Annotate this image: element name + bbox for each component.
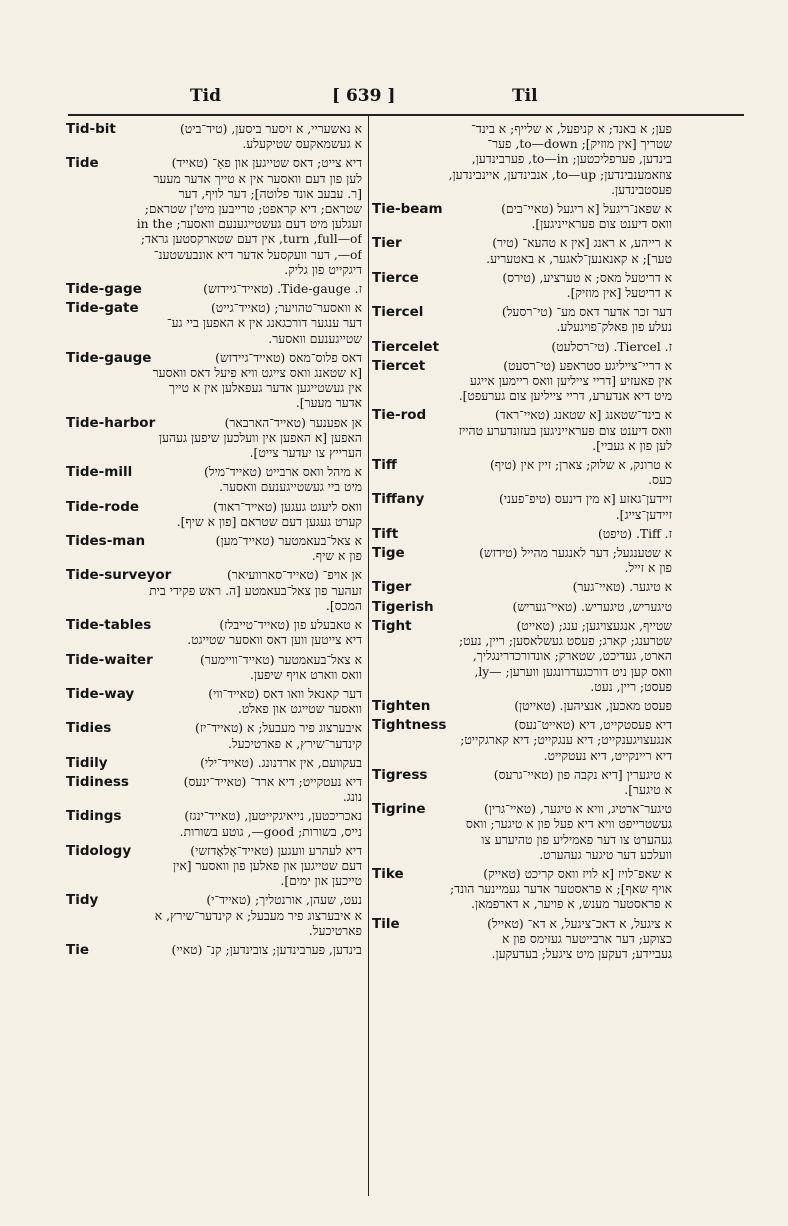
definition-line: דיא פעסטקייט, דיא (טאייט־נעס) [514,718,672,733]
dictionary-entry [372,867,672,913]
definition-line: א טרונק, א שלוק; צארן; זיין אין (טיף) [489,458,672,473]
definition-line: דיא צייטען ווען דאס וואסער שטייגט. [187,633,362,648]
headword: Tide-gate [66,300,139,317]
definition-line: בעקוועם, אין ארדנונג. (טאייד־ילי) [200,755,362,770]
definition-line: א שפאנ־ריגעל [א ריגעל (טאיי־בים) [501,202,672,217]
headword: Tile [372,915,400,932]
definition-line: פארטיכעל. [308,923,362,938]
definition-line: נאכריכטען, נייאיגקייטען, (טאייד־ינגז) [184,809,362,824]
headword: Tie-rod [372,407,427,424]
definition-line: זעגלען מיט דעם געשטייגענעם וואסער; in the [136,217,362,232]
dictionary-entry [66,618,362,648]
dictionary-entry [66,156,362,278]
dictionary-entry [372,718,672,764]
definition-line: וועלכע דער טיגער געהערט. [539,847,672,862]
headword: Tide [66,155,99,172]
headword: Tier [372,235,402,252]
definition-line: א טיגערין [דיא נקבה פון (טאיי־גרעס) [493,767,672,782]
definition-line: וואס ווארט אויף שיפען. [249,667,362,682]
dictionary-entry [372,527,672,542]
definition-line: דיא ריינקייט, דיא נעטקייט. [543,748,672,763]
headword: Tightness [372,717,447,734]
definition-line: א איבערצוג פיר מעבעל; א קינדער־שירץ, א [154,908,362,923]
definition-line: דער קאנאל וואו דאס (טאייד־ווי) [208,686,362,701]
running-header [68,86,744,112]
definition-line: אן אויפ־ (טאייד־סארוועיאר) [226,568,362,583]
dictionary-entry [372,202,672,232]
dictionary-entry [66,465,362,495]
headword: Tift [372,525,399,542]
headword: Tiffany [372,491,425,508]
dictionary-entry [66,301,362,347]
headword: Tides-man [66,533,146,550]
definition-line: א שאפ־לויז [א לויז וואס קריכט (טאייק) [483,866,672,881]
definition-line: א צאל־בעאמטער (טאייד־מען) [215,534,362,549]
definition-line: א דריטעל [אין מוזיק]. [566,286,672,301]
headword: Tidings [66,808,122,825]
definition-line: טיגער־ארטיג, וויא א טיגער, (טאיי־גרין) [483,802,672,817]
definition-line: דיא לעהרע וועגען (טאייד־אָלאָדזשי) [190,843,362,858]
headword: Tiercel [372,304,424,321]
definition-line: אן אפענער (טאייד־הארבאר) [224,415,362,430]
dictionary-entry [66,687,362,717]
dictionary-entry [372,271,672,301]
dictionary-entry [66,893,362,939]
definition-line: נעט, שעהן, אורנטליך; (טאייד־י) [206,893,362,908]
headword: Tidily [66,754,108,771]
definition-line: וואסער שטייגט און פאלט. [237,702,362,717]
definition-line: וואס דיענט צום פעראייניגען]. [531,217,672,232]
headword: Tiger [372,579,412,596]
definition-line: געהערט צו דער פאמיליע פון טהיערע צו [481,832,672,847]
definition-line: א נאשעריי, א זיסער ביסען, (טיד־ביט) [180,122,362,136]
definition-line: וואס דיענט צום פעראייניגען בעזונדערע טהייז [458,423,672,438]
headword: Tight [372,617,412,634]
definition-line: דיגקייט פון גליק. [284,262,362,277]
headword: Tigress [372,766,428,783]
definition-line: איבערצוג פיר מעבעל; א (טאייד־יז) [194,721,362,736]
dictionary-entry [66,844,362,890]
definition-line: כצוקע; דער ארבייטער געזימס פון א [501,931,672,946]
definition-line: אין פאעזיע [דריי צייליען וואס ריימען אייגע [469,374,672,389]
dictionary-entry [372,600,672,615]
definition-line: א געשמאקעס שטיקעלע. [242,137,362,152]
dictionary-entry [372,305,672,335]
headword: Tide-gauge [66,349,152,366]
definition-line: ז. Tiercel. (טי־רסלעט) [551,339,672,354]
definition-line: דיא צייט; דאס שטייגען און פאַ־ (טאייד) [171,156,362,171]
definition-line: לען פון א געביי]. [592,438,672,453]
definition-line: געשטרייפט וויא דיא פעל פון א טיגער; וואס [465,817,672,832]
definition-line: זעהער פון צאל־בעאמטע [ה. ראש פקידי בית [149,583,362,598]
definition-line: א מיהל וואס ארבייט (טאייד־מיל) [204,465,362,480]
headword: Tie-beam [372,201,443,218]
definition-line: וואס ליעגט געגען (טאייד־ראוד) [213,499,362,514]
headword: Tige [372,545,405,562]
right-column [372,122,672,962]
dictionary-entry [66,943,362,958]
dictionary-entry [372,546,672,576]
definition-line: א צאל־בעאמטער (טאייד־וויימער) [200,652,362,667]
headword: Tide-waiter [66,651,153,668]
definition-line: א שטענגעל; דער לאנגער מהייל (טידזש) [479,546,672,561]
definition-line: א טיגער. (טאיי־גער) [572,580,672,595]
headword: Tidology [66,842,132,859]
definition-line: שטרענג; קארג; פעסט געשלאסען; ריין, נעט; [458,634,672,649]
definition-line: מיט ביי געשטייגענעם וואסער. [219,480,362,495]
definition-line: [ר. עבעב אונד פלוטה]; דער לויף, דער [178,186,362,201]
headword: Tiff [372,457,397,474]
header-left-guide-word: Tid [190,86,221,106]
definition-line: א דריטעל מאס; א טערציע, (טירס) [502,270,672,285]
definition-line: פעסט; ריין, נעט. [590,679,672,694]
dictionary-entry [372,802,672,863]
definition-line: זיידען־גאזע [א מין דינעס (טיפ־פעני) [499,492,672,507]
definition-line: דעם שטייגען און פאלען פון וואסער [אין [173,858,362,873]
headword: Tidy [66,892,99,909]
definition-line: ז. Tiff. (טיפט) [597,526,672,541]
headword: Tide-tables [66,617,152,634]
headword: Tidiness [66,773,129,790]
definition-line: [א שטאנג וואס צייגט וויא פיעל דאס וואסער [152,366,362,381]
definition-line: דער ענגער דורכגאנג אין א האפען ביי גע־ [166,316,362,331]
left-column [66,122,362,958]
dictionary-entry [66,416,362,462]
headword: Tide-gage [66,281,142,298]
definition-line: אויף שאף]; א פראסטער אדער געמיינער הונד; [450,882,672,897]
headword: Tide-way [66,685,135,702]
dictionary-entry [66,756,362,771]
dictionary-entry [372,619,672,695]
definition-line: אנגעצויגענקייט; דיא ענגקייט; דיא קארגקייט; [460,733,672,748]
headword: Tike [372,865,404,882]
definition-line: המכס]. [325,598,362,613]
headword: Tidies [66,720,112,737]
dictionary-entry [66,534,362,564]
definition-line: א רייהע, א ראנג [אין א טהעא־ (טיר) [492,236,672,251]
header-rule [68,114,744,116]
dictionary-entry [66,775,362,805]
definition-line: טיגעריש, טיגעריש. (טאיי־געריש) [512,599,672,614]
definition-line: האפען [א האפען אין וועלכען שיפען געהען [158,430,362,445]
dictionary-entry [66,568,362,614]
dictionary-entry [66,122,362,152]
dictionary-entry [372,236,672,266]
definition-line: בינדען, פערבינדען; צובינדען; קנ־ (טאיי) [171,942,362,957]
dictionary-entry [66,282,362,297]
definition-line: קינדער־שירץ, א פארטיכעל. [227,736,362,751]
definition-line: טער]; א קאנאנען־לאגער, א באטעריע. [486,251,672,266]
definition-line: פון א זייל. [624,561,672,576]
definition-line: דאס פלוס־מאס (טאייד־גיידזש) [215,350,362,365]
dictionary-entry [66,721,362,751]
dictionary-entry [372,492,672,522]
page-number: [ 639 ] [332,86,396,106]
definition-line: א טאבעלע פון (טאייד־טייבלז) [219,618,362,633]
definition-line: פון א שיף. [311,549,362,564]
definition-line: וואס קען ניט דורכגעדרונגען ווערען; —ly, [474,664,672,679]
definition-line: אדער מעער]. [295,396,362,411]
headword: Tigrine [372,801,426,818]
headword: Tiercet [372,357,426,374]
definition-line: שטייגענעם וואסער. [268,331,362,346]
dictionary-entry [66,653,362,683]
definition-line: קערט געגען דעם שטראם [פון א שיף]. [176,514,362,529]
definition-line: נונג. [342,790,362,805]
header-right-guide-word: Til [512,86,538,106]
definition-line: א וואסער־טהויער; (טאייד־גייט) [211,301,362,316]
definition-line: שטריך [אין מוזיק]; to—down, פער־ [487,137,672,152]
definition-line: הארט, געדיכט, שטארק; אונדורכדרינגליך, [472,649,672,664]
definition-line: שטראם; דיא קראפט; טרייבען מיט'ן שטראם; [144,202,362,217]
definition-line: א טיגער]. [624,782,672,797]
definition-line: דער זכר אדער דאס מע־ (טי־רסעל) [501,305,672,320]
definition-line: נעלע פון פאלק־פויגעלע. [556,320,672,335]
headword: Tid-bit [66,121,116,137]
definition-line: פעסטבינדען. [611,182,672,197]
definition-line: פעסט מאכען, אנציהען. (טאייטן) [514,698,672,713]
definition-line: turn ,full—of, אין דעם שטארקסטען גראד; [140,232,362,247]
headword: Tide-surveyor [66,567,172,584]
headword: Tigerish [372,598,434,615]
definition-line: טייכען און ימים]. [280,874,362,889]
dictionary-entry [66,809,362,839]
headword: Tiercelet [372,338,440,355]
definition-line: געביידע; דעקען מיט ציגעל; בעדעקען. [491,946,672,961]
dictionary-entry [372,580,672,595]
definition-line: לען פון דעם וואסער אין א טייך אדער מעער [153,171,362,186]
dictionary-entry [372,917,672,963]
definition-line: זיידען־צייג]. [615,507,672,522]
definition-line: נייס, בשורות; good—, גוטע בשורות. [179,824,362,839]
definition-line: א בינד־שטאנג [א שטאנג (טאיי־ראד) [495,408,672,423]
definition-line: צוזאמענבינדען; to—up, אנבינדען, איינבינדען, [448,167,672,182]
dictionary-entry [66,500,362,530]
dictionary-entry [372,359,672,405]
headword: Tie [66,941,89,958]
definition-line: הערייץ צו יעדער צייט]. [249,446,362,461]
dictionary-entry [372,408,672,454]
dictionary-entry [372,768,672,798]
definition-line: כעס. [648,473,672,488]
definition-line: פען; א באנד; א קניפעל, א שלייף; א בינד־ [471,122,672,136]
headword: Tide-rode [66,498,140,515]
headword: Tide-harbor [66,414,156,431]
definition-line: שטייף, אנגעצויגען; ענג; (טאייט) [516,618,672,633]
dictionary-entry [372,699,672,714]
definition-line: א פראסטער מענש, א פויער, א דארפמאן. [471,897,672,912]
definition-line: of—, דער וועקסעל אדער דיא אונבעשטענ־ [153,247,362,262]
definition-line: בינדען, פערפליכטען; to—in, פערבינדען, [471,152,672,167]
definition-line: א דריי־צייליגע סטראפע (טי־רסעט) [503,358,672,373]
dictionary-entry [372,458,672,488]
dictionary-entry [372,340,672,355]
dictionary-entry [372,122,672,198]
column-divider [368,116,369,1196]
definition-line: דיא נעטקייט; דיא ארד־ (טאייד־ינעס) [183,774,362,789]
headword: Tierce [372,269,419,286]
headword: Tide-mill [66,464,133,481]
definition-line: ז. Tide-gauge. (טאייד־גיידזש) [203,282,362,297]
dictionary-entry [66,351,362,412]
headword: Tighten [372,697,431,714]
definition-line: מיט דיא אנדערע, דריי צייליען צום גערעפט]. [458,389,672,404]
definition-line: אין געשטייגען אדער געפאלען אין א טייך [169,381,362,396]
definition-line: א ציגעל, א דאכ־ציגעל, א דא־ (טאייל) [487,916,672,931]
